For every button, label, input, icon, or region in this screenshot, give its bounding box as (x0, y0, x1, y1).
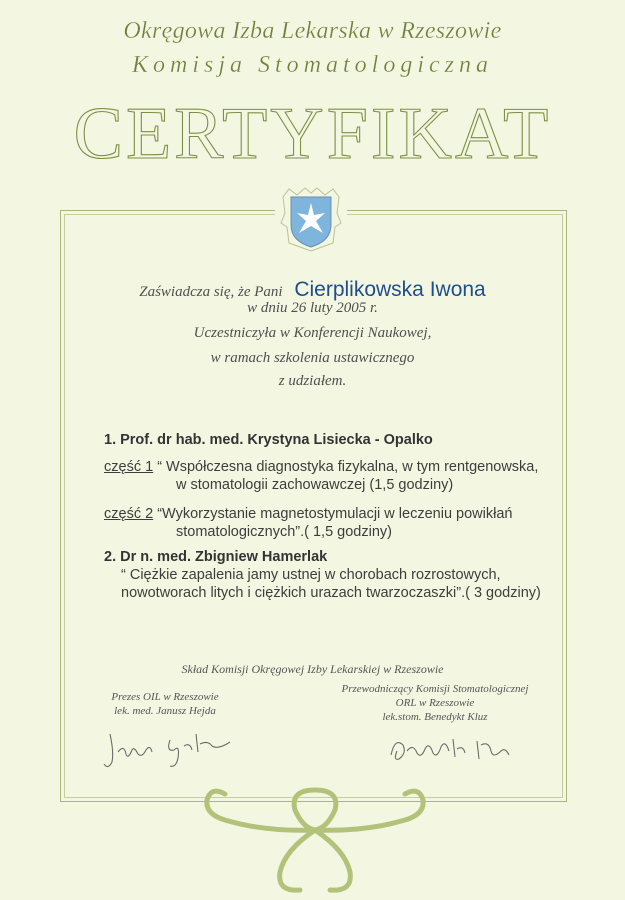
part-2-title: “Wykorzystanie magnetostymulacji w leczeniu powikłań (157, 506, 513, 522)
commission-name: Komisja Stomatologiczna (131, 52, 493, 78)
speaker-1 (104, 431, 433, 449)
part-1-label: część 1 (104, 459, 154, 475)
participation-line: Uczestniczyła w Konferencji Naukowej, (193, 325, 432, 341)
intro-text: Zaświadcza się, że Pani (139, 284, 283, 300)
right-signatory-org: ORL w Rzeszowie (395, 697, 475, 709)
part-2-title-cont: stomatologicznych”.( 1,5 godziny) (176, 524, 392, 540)
date-line: w dniu 26 luty 2005 r. (247, 300, 378, 316)
certificate-title: CERTYFIKAT (73, 93, 552, 175)
right-signatory-name: lek.stom. Benedykt Kluz (382, 711, 488, 723)
speaker-2-name: 2. Dr n. med. Zbigniew Hamerlak (104, 549, 328, 565)
part-2 (104, 505, 512, 541)
part-1-title-cont: w stomatologii zachowawczej (1,5 godziny) (176, 477, 454, 493)
context-line: w ramach szkolenia ustawicznego (210, 350, 415, 366)
right-signatory-role: Przewodniczący Komisji Stomatologicznej (341, 683, 529, 695)
org-name: Okręgowa Izba Lekarska w Rzeszowie (123, 18, 502, 44)
right-signatory (330, 682, 540, 724)
committee-caption: Skład Komisji Okręgowej Izby Lekarskiej w Rzeszowie (181, 662, 444, 676)
part-2-label: część 2 (104, 506, 154, 522)
speaker-1-name: 1. Prof. dr hab. med. Krystyna Lisiecka - Opalko (104, 432, 433, 448)
part-1 (104, 458, 538, 494)
recipient-name: Cierplikowska Iwona (294, 278, 486, 301)
left-signatory-role: Prezes OIL w Rzeszowie (111, 691, 219, 703)
talk-2-title-cont: nowotworach litych i ciężkich urazach twarzoczaszki”.( 3 godziny) (121, 585, 541, 601)
with-line: z udziałem. (278, 373, 347, 389)
left-signatory (70, 690, 260, 718)
left-handwritten-signature (100, 722, 240, 777)
right-handwritten-signature (385, 725, 515, 770)
decorative-flourish-icon (195, 780, 435, 900)
speaker-2 (104, 548, 541, 602)
coat-of-arms-icon (275, 183, 347, 255)
left-signatory-name: lek. med. Janusz Hejda (114, 705, 216, 717)
attestation-line (0, 278, 625, 302)
part-1-title: “ Współczesna diagnostyka fizykalna, w tym rentgenowska, (157, 459, 539, 475)
talk-2-title: “ Ciężkie zapalenia jamy ustnej w chorobach rozrostowych, (121, 567, 501, 583)
